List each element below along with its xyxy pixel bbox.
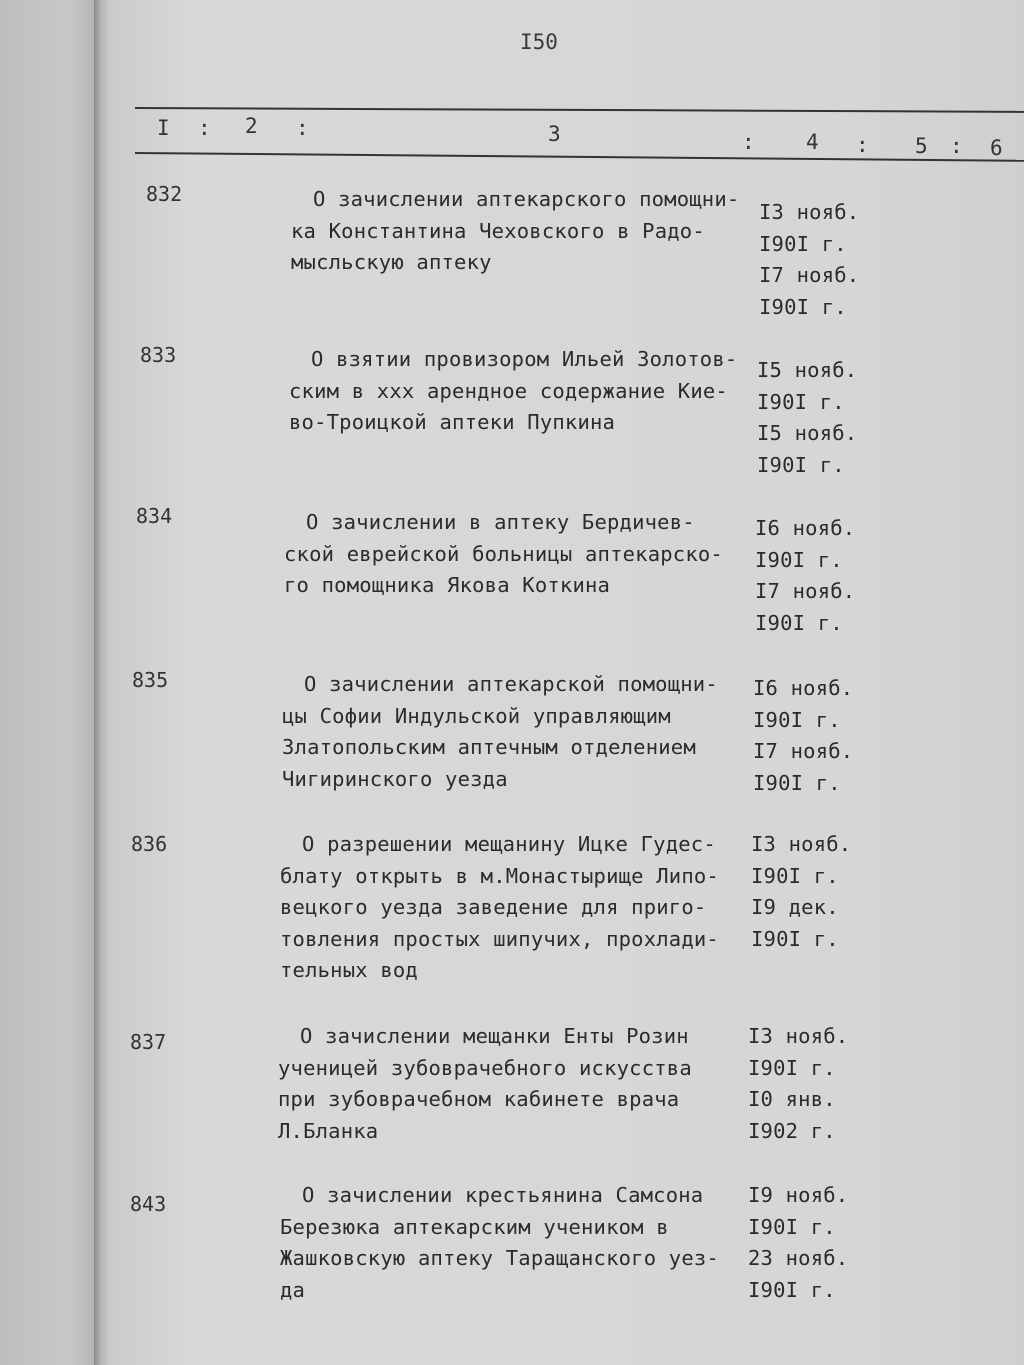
entry-description-line: цы Софии Индульской управляющим bbox=[282, 703, 671, 728]
entry-description-line: товления простых шипучих, прохлади- bbox=[280, 926, 719, 951]
entry-date-line: I7 нояб. bbox=[753, 739, 854, 763]
entry-date-line: I90I г. bbox=[748, 1055, 836, 1080]
column-separator: : bbox=[198, 116, 211, 140]
column-header-2: 2 bbox=[245, 114, 258, 138]
column-separator: : bbox=[742, 130, 755, 154]
entry-date-line: I5 нояб. bbox=[757, 421, 858, 445]
entry-date-line: I9 дек. bbox=[751, 895, 839, 919]
entry-description-line: ученицей зубоврачебного искусства bbox=[278, 1055, 692, 1080]
entry-date-line: I90I г. bbox=[748, 1277, 836, 1302]
entry-date-line: I6 нояб. bbox=[753, 676, 854, 700]
entry-description-line: О зачислении крестьянина Самсона bbox=[302, 1183, 704, 1207]
entry-date-line: I0 янв. bbox=[748, 1087, 836, 1111]
entry-description-line: Жашковскую аптеку Таращанского уез- bbox=[280, 1246, 719, 1270]
column-header-6: 6 bbox=[990, 136, 1003, 160]
entry-description-line: го помощника Якова Коткина bbox=[284, 573, 611, 597]
entry-date-line: I9 нояб. bbox=[748, 1183, 849, 1207]
entry-date-line: I902 г. bbox=[748, 1118, 836, 1143]
entry-date-line: I90I г. bbox=[757, 389, 845, 414]
entry-number: 843 bbox=[130, 1192, 167, 1216]
entry-number: 834 bbox=[136, 504, 173, 528]
column-separator: : bbox=[296, 116, 309, 140]
entry-date-line: I90I г. bbox=[759, 294, 847, 319]
entry-date-line: I90I г. bbox=[753, 770, 841, 795]
entry-description-line: блату открыть в м.Монастырище Липо- bbox=[280, 863, 719, 888]
book-spine bbox=[94, 0, 108, 1365]
entry-date-line: I90I г. bbox=[751, 926, 839, 951]
entry-description-line: О разрешении мещанину Ицке Гудес- bbox=[302, 832, 716, 856]
entry-description-line: О взятии провизором Ильей Золотов- bbox=[311, 347, 738, 371]
entry-date-line: I5 нояб. bbox=[757, 358, 858, 382]
entry-date-line: I6 нояб. bbox=[755, 516, 856, 540]
entry-date-line: I90I г. bbox=[755, 547, 843, 572]
entry-description-line: ка Константина Чеховского в Радо- bbox=[291, 218, 705, 243]
entry-description-line: О зачислении аптекарского помощни- bbox=[313, 187, 740, 211]
entry-description-line: О зачислении в аптеку Бердичев- bbox=[306, 510, 695, 534]
entry-description-line: ским в xxx арендное содержание Кие- bbox=[289, 378, 728, 403]
entry-description-line: мысльскую аптеку bbox=[291, 250, 492, 274]
entry-date-line: I90I г. bbox=[748, 1214, 836, 1239]
entry-number: 837 bbox=[130, 1030, 167, 1054]
entry-description-line: О зачислении мещанки Енты Розин bbox=[300, 1024, 689, 1048]
entry-description-line: Л.Бланка bbox=[278, 1118, 379, 1143]
left-page-edge bbox=[0, 0, 100, 1365]
entry-number: 832 bbox=[146, 182, 183, 206]
entry-date-line: I90I г. bbox=[751, 863, 839, 888]
entry-description-line: при зубоврачебном кабинете врача bbox=[278, 1087, 680, 1111]
entry-description-line: Чигиринского уезда bbox=[282, 766, 508, 791]
entry-description-line: да bbox=[280, 1277, 306, 1302]
column-separator: : bbox=[950, 134, 963, 158]
entry-description-line: тельных вод bbox=[280, 958, 418, 982]
entry-date-line: I3 нояб. bbox=[751, 832, 852, 856]
column-separator: : bbox=[856, 133, 869, 157]
entry-date-line: I90I г. bbox=[753, 707, 841, 732]
entry-number: 833 bbox=[140, 343, 177, 367]
entry-number: 835 bbox=[132, 668, 169, 692]
entry-description-line: Златопольским аптечным отделением bbox=[282, 735, 696, 759]
entry-date-line: I7 нояб. bbox=[755, 579, 856, 603]
column-header-I: I bbox=[157, 116, 170, 140]
entry-description-line: Березюка аптекарским учеником в bbox=[280, 1214, 669, 1239]
entry-description-line: вецкого уезда заведение для приго- bbox=[280, 895, 707, 919]
entry-number: 836 bbox=[131, 832, 168, 856]
entry-date-line: I3 нояб. bbox=[759, 200, 860, 224]
column-header-5: 5 bbox=[915, 134, 928, 158]
column-header-3: 3 bbox=[548, 122, 561, 146]
entry-description-line: ской еврейской больницы аптекарско- bbox=[284, 541, 723, 566]
entry-date-line: I90I г. bbox=[755, 610, 843, 635]
entry-date-line: 23 нояб. bbox=[748, 1246, 849, 1270]
entry-date-line: I90I г. bbox=[757, 452, 845, 477]
entry-date-line: I3 нояб. bbox=[748, 1024, 849, 1048]
column-header-4: 4 bbox=[806, 130, 819, 154]
page-number: I50 bbox=[520, 30, 558, 54]
entry-date-line: I90I г. bbox=[759, 231, 847, 256]
entry-description-line: во-Троицкой аптеки Пупкина bbox=[289, 410, 616, 434]
entry-date-line: I7 нояб. bbox=[759, 263, 860, 287]
entry-description-line: О зачислении аптекарской помощни- bbox=[304, 672, 718, 696]
